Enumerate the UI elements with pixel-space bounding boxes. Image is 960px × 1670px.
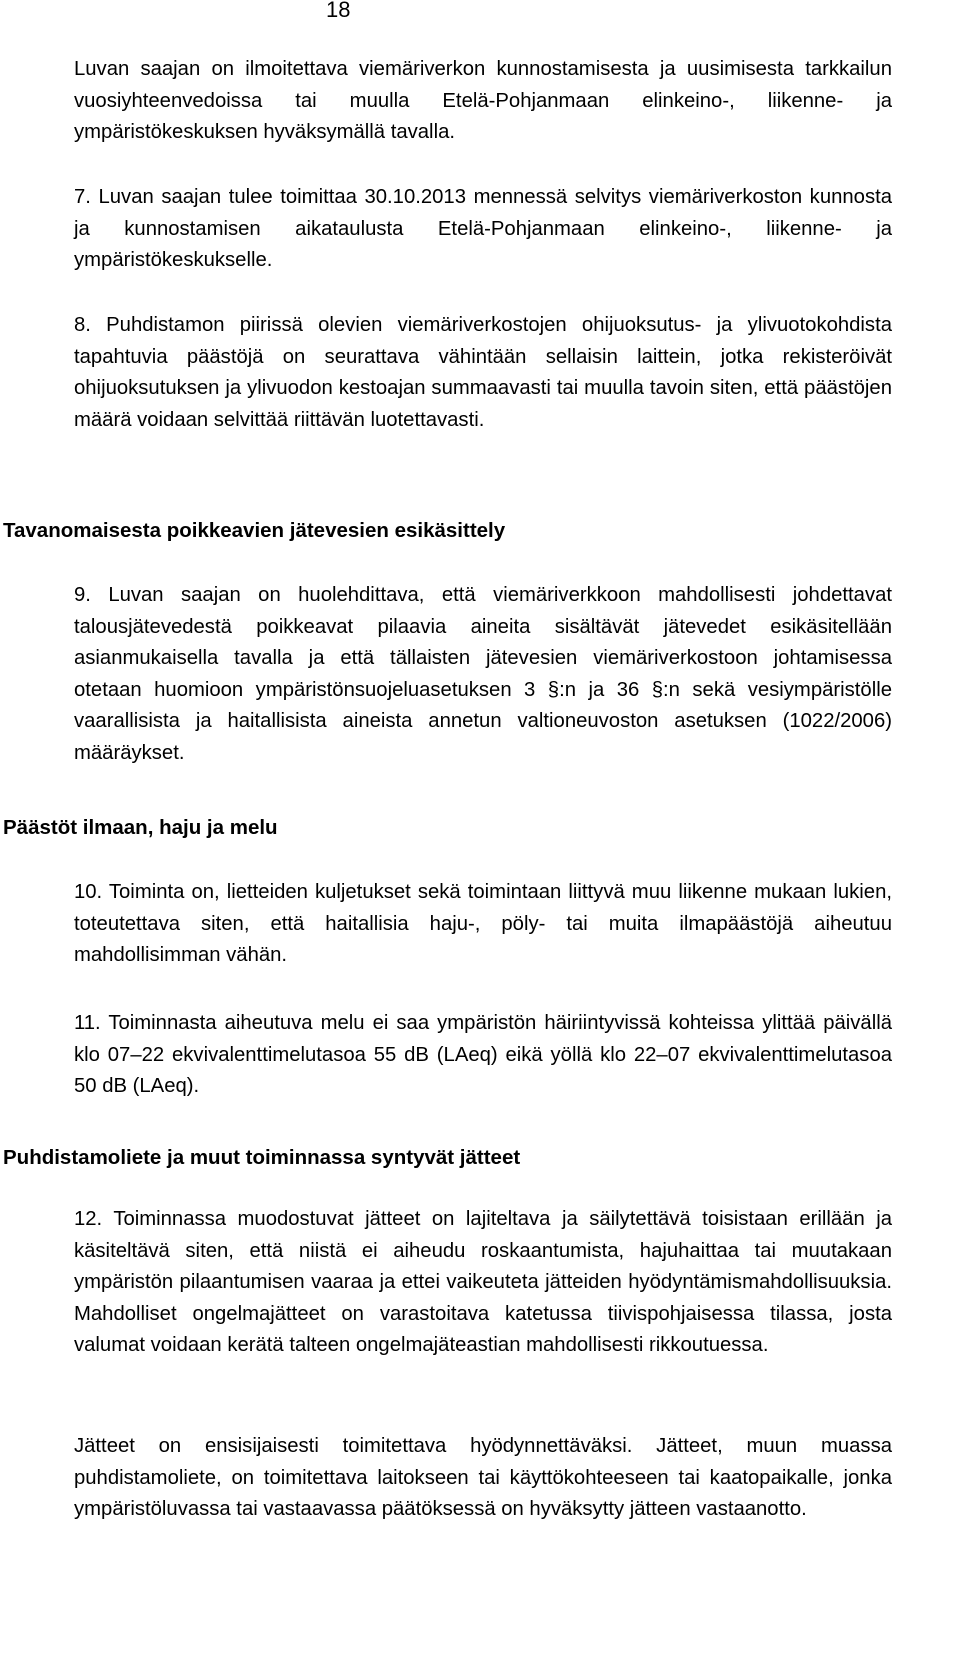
heading-air-odour-noise: Päästöt ilmaan, haju ja melu: [3, 816, 278, 839]
paragraph-waste-recovery: Jätteet on ensisijaisesti toimitettava hyödynnettäväksi. Jätteet, muun muassa puhdistamoliete, on toimitettava laitokseen tai käyttökohteeseen tai kaatopaikalle, jonka ympäristöluvassa tai vastaavassa päätöksessä on hyväksytty jätteen vastaanotto.: [74, 1435, 892, 1521]
heading-sludge-and-waste: Puhdistamoliete ja muut toiminnassa syntyvät jätteet: [3, 1146, 521, 1169]
paragraph-overflow-monitoring: 8. Puhdistamon piirissä olevien viemäriverkostojen ohijuoksutus- ja ylivuotokohdista tapahtuvia päästöjä on seurattava vähintään sellaisin laittein, jotka rekisteröivät ohijuoksutuksen ja ylivuodon kestoajan summaavasti tai muulla tavoin siten, että päästöjen määrä voidaan selvittää riittävän luotettavasti.: [74, 314, 892, 431]
paragraph-pretreatment: 9. Luvan saajan on huolehdittava, että viemäriverkkoon mahdollisesti johdettavat talousjätevedestä poikkeavat pilaavia aineita sisältävät jätevedet esikäsitellään asianmukaisella tavalla ja että tällaisten jätevesien viemäriverkostoon johtamisessa otetaan huomioon ympäristönsuojeluasetuksen 3 §:n ja 36 §:n sekä vesiympäristölle vaarallisista ja haitallisista aineista annetun valtioneuvoston asetuksen (1022/2006) määräykset.: [74, 584, 892, 764]
paragraph-waste-sorting: 12. Toiminnassa muodostuvat jätteet on lajiteltava ja säilytettävä toisistaan erillään ja käsiteltävä siten, että niistä ei aiheudu roskaantumista, hajuhaittaa tai muutakaan ympäristön pilaantumisen vaaraa ja ettei vaikeuteta jätteiden hyödyntämismahdollisuuksia. Mahdolliset ongelmajätteet on varastoitava katetussa tiivispohjaisessa tilassa, josta valumat voidaan kerätä talteen ongelmajäteastian mahdollisesti rikkoutuessa.: [74, 1208, 892, 1357]
paragraph-air-emissions: 10. Toiminta on, lietteiden kuljetukset sekä toimintaan liittyvä muu liikenne mukaan lukien, toteutettava siten, että haitallisia haju-, pöly- tai muita ilmapäästöjä aiheutuu mahdollisimman vähän.: [74, 881, 892, 967]
paragraph-renovation-reporting: Luvan saajan on ilmoitettava viemäriverkon kunnostamisesta ja uusimisesta tarkkailun vuosiyhteenvedoissa tai muulla Etelä-Pohjanmaan elinkeino-, liikenne- ja ympäristökeskuksen hyväksymällä tavalla.: [74, 58, 892, 144]
paragraph-noise-limits: 11. Toiminnasta aiheutuva melu ei saa ympäristön häiriintyvissä kohteissa ylittää päivällä klo 07–22 ekvivalenttimelutasoa 55 dB (LAeq) eikä yöllä klo 22–07 ekvivalenttimelutasoa 50 dB (LAeq).: [74, 1012, 892, 1098]
paragraph-condition-report: 7. Luvan saajan tulee toimittaa 30.10.2013 mennessä selvitys viemäriverkoston kunnosta ja kunnostamisen aikataulusta Etelä-Pohjanmaan elinkeino-, liikenne- ja ympäristökeskukselle.: [74, 186, 892, 272]
page-number: 18: [326, 0, 351, 22]
heading-wastewater-pretreatment: Tavanomaisesta poikkeavien jätevesien esikäsittely: [3, 519, 506, 542]
